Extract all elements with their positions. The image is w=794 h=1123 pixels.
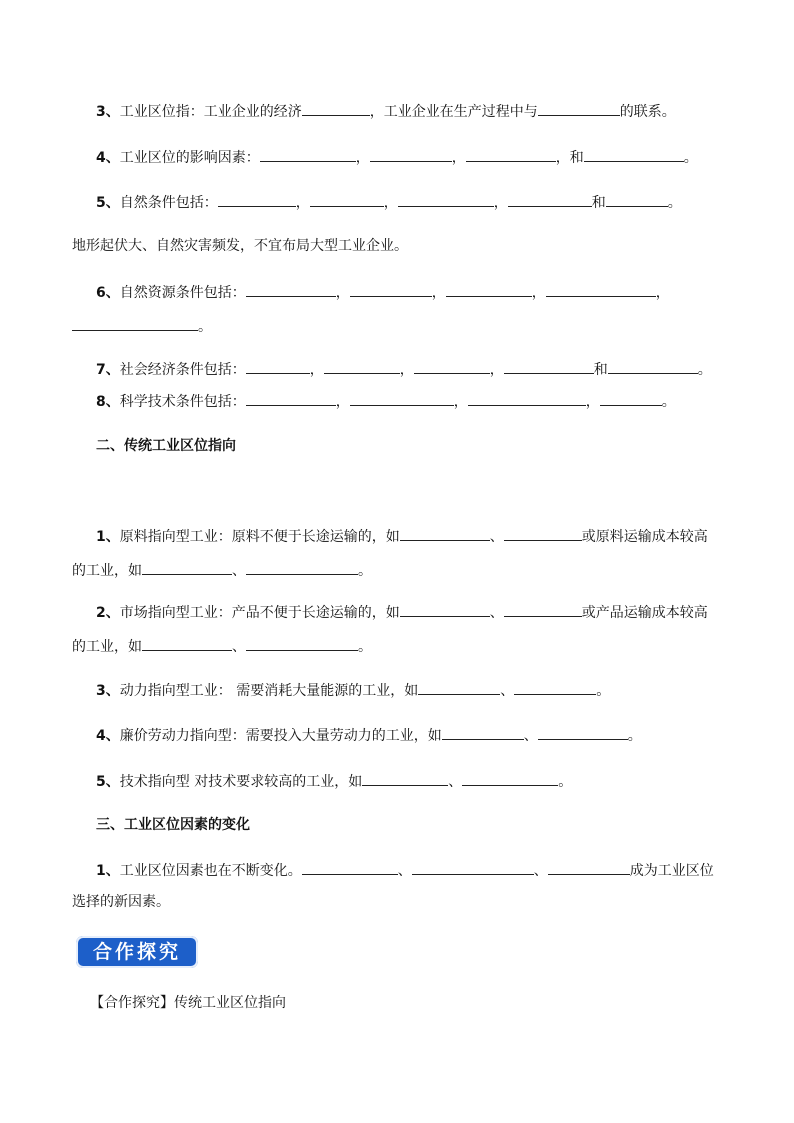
item-text: 。 [358, 639, 372, 655]
answer-blank[interactable] [514, 680, 596, 695]
item-text: 。 [683, 150, 698, 166]
item-text: 社会经济条件包括： [119, 362, 246, 378]
item-text: 动力指向型工业： 需要消耗大量能源的工业，如 [119, 683, 419, 699]
item-text: 原料指向型工业：原料不便于长途运输的，如 [119, 529, 400, 545]
item-text: 科学技术条件包括： [119, 394, 246, 410]
answer-blank[interactable] [538, 101, 620, 116]
s2-item-1-continued [72, 560, 372, 580]
item-text: 。 [358, 563, 372, 579]
separator: 、 [523, 728, 538, 744]
item-text: 或原料运输成本较高 [581, 529, 708, 545]
separator: ， [493, 195, 508, 211]
answer-blank[interactable] [462, 771, 558, 786]
item-text: 。 [558, 774, 573, 790]
note-text: 地形起伏大、自然灾害频发，不宜布局大型工业企业。 [72, 238, 408, 254]
answer-blank[interactable] [350, 391, 454, 406]
answer-blank[interactable] [218, 192, 296, 207]
item-number: 4、 [96, 150, 120, 166]
item-text: 工业区位指：工业企业的经济 [119, 104, 302, 120]
item-text: 和 [591, 195, 606, 211]
answer-blank[interactable] [72, 316, 198, 331]
answer-blank[interactable] [246, 359, 310, 374]
item-number: 7、 [96, 362, 120, 378]
item-text: 工业区位因素也在不断变化。 [119, 863, 302, 879]
item-number: 1、 [96, 863, 120, 879]
answer-blank[interactable] [142, 560, 232, 575]
answer-blank[interactable] [350, 282, 432, 297]
separator: ， [335, 285, 350, 301]
item-number: 2、 [96, 605, 120, 621]
separator: ， [399, 362, 414, 378]
item-number: 3、 [96, 683, 120, 699]
answer-blank[interactable] [548, 860, 630, 875]
answer-blank[interactable] [468, 391, 586, 406]
item-text: 。 [697, 362, 712, 378]
item-text: 。 [661, 394, 676, 410]
answer-blank[interactable] [584, 147, 684, 162]
item-5 [96, 192, 682, 212]
item-text: 。 [198, 319, 212, 335]
separator: ， [451, 150, 466, 166]
item-text: 。 [627, 728, 642, 744]
answer-blank[interactable] [398, 192, 494, 207]
answer-blank[interactable] [442, 725, 524, 740]
answer-blank[interactable] [606, 192, 668, 207]
item-4 [96, 147, 698, 167]
answer-blank[interactable] [400, 602, 490, 617]
item-text: 的工业，如 [72, 563, 142, 579]
item-text: ，和 [555, 150, 584, 166]
separator: ， [531, 285, 546, 301]
item-text: 和 [593, 362, 608, 378]
answer-blank[interactable] [504, 526, 582, 541]
s3-item-1 [96, 860, 714, 880]
separator: 、 [397, 863, 412, 879]
answer-blank[interactable] [370, 147, 452, 162]
separator: 、 [489, 605, 504, 621]
item-number: 4、 [96, 728, 120, 744]
answer-blank[interactable] [608, 359, 698, 374]
item-number: 5、 [96, 195, 120, 211]
separator: 、 [500, 683, 515, 699]
item-text: 技术指向型 对技术要求较高的工业，如 [119, 774, 363, 790]
answer-blank[interactable] [418, 680, 500, 695]
separator: 、 [232, 563, 246, 579]
item-6 [96, 282, 670, 302]
separator: ， [585, 394, 600, 410]
s2-item-2-continued [72, 636, 372, 656]
separator: 、 [533, 863, 548, 879]
item-number: 1、 [96, 529, 120, 545]
answer-blank[interactable] [324, 359, 400, 374]
separator: ， [655, 285, 670, 301]
cooperative-inquiry-title: 【合作探究】传统工业区位指向 [90, 995, 286, 1011]
separator: ， [309, 362, 324, 378]
separator: ， [355, 150, 370, 166]
s2-item-5 [96, 771, 572, 791]
answer-blank[interactable] [260, 147, 356, 162]
answer-blank[interactable] [246, 391, 336, 406]
answer-blank[interactable] [508, 192, 592, 207]
separator: 、 [489, 529, 504, 545]
s2-item-3 [96, 680, 610, 700]
item-text: 工业区位的影响因素： [119, 150, 260, 166]
separator: ， [431, 285, 446, 301]
item-text: 市场指向型工业：产品不便于长途运输的，如 [119, 605, 400, 621]
separator: 、 [232, 639, 246, 655]
item-6-continued [72, 316, 212, 336]
answer-blank[interactable] [504, 359, 594, 374]
answer-blank[interactable] [400, 526, 490, 541]
cooperative-inquiry-badge: 合作探究 [76, 936, 198, 968]
item-text: 。 [667, 195, 682, 211]
separator: ， [453, 394, 468, 410]
answer-blank[interactable] [362, 771, 448, 786]
answer-blank[interactable] [310, 192, 384, 207]
item-text: 的联系。 [619, 104, 676, 120]
section-heading-3: 三、工业区位因素的变化 [96, 817, 250, 833]
s2-item-1 [96, 526, 708, 546]
item-8 [96, 391, 676, 411]
item-number: 6、 [96, 285, 120, 301]
section-heading-2: 二、传统工业区位指向 [96, 438, 236, 454]
s2-item-2 [96, 602, 708, 622]
item-3 [96, 101, 676, 121]
item-text: 成为工业区位 [629, 863, 714, 879]
answer-blank[interactable] [538, 725, 628, 740]
item-text: 。 [596, 683, 611, 699]
answer-blank[interactable] [142, 636, 232, 651]
answer-blank[interactable] [246, 560, 358, 575]
separator: ， [489, 362, 504, 378]
answer-blank[interactable] [302, 101, 370, 116]
answer-blank[interactable] [246, 282, 336, 297]
answer-blank[interactable] [302, 860, 398, 875]
item-number: 3、 [96, 104, 120, 120]
item-text: 廉价劳动力指向型：需要投入大量劳动力的工业，如 [119, 728, 442, 744]
answer-blank[interactable] [600, 391, 662, 406]
item-text: 或产品运输成本较高 [581, 605, 708, 621]
answer-blank[interactable] [466, 147, 556, 162]
separator: 、 [448, 774, 463, 790]
item-7 [96, 359, 712, 379]
answer-blank[interactable] [412, 860, 534, 875]
separator: ， [295, 195, 310, 211]
item-number: 5、 [96, 774, 120, 790]
item-number: 8、 [96, 394, 120, 410]
answer-blank[interactable] [446, 282, 532, 297]
answer-blank[interactable] [546, 282, 656, 297]
item-text: ，工业企业在生产过程中与 [369, 104, 538, 120]
s2-item-4 [96, 725, 642, 745]
answer-blank[interactable] [504, 602, 582, 617]
separator: ， [335, 394, 350, 410]
item-text: 自然条件包括： [119, 195, 218, 211]
answer-blank[interactable] [246, 636, 358, 651]
item-text: 自然资源条件包括： [119, 285, 246, 301]
item-text: 的工业，如 [72, 639, 142, 655]
s3-item-1-continued: 选择的新因素。 [72, 894, 170, 910]
separator: ， [383, 195, 398, 211]
answer-blank[interactable] [414, 359, 490, 374]
